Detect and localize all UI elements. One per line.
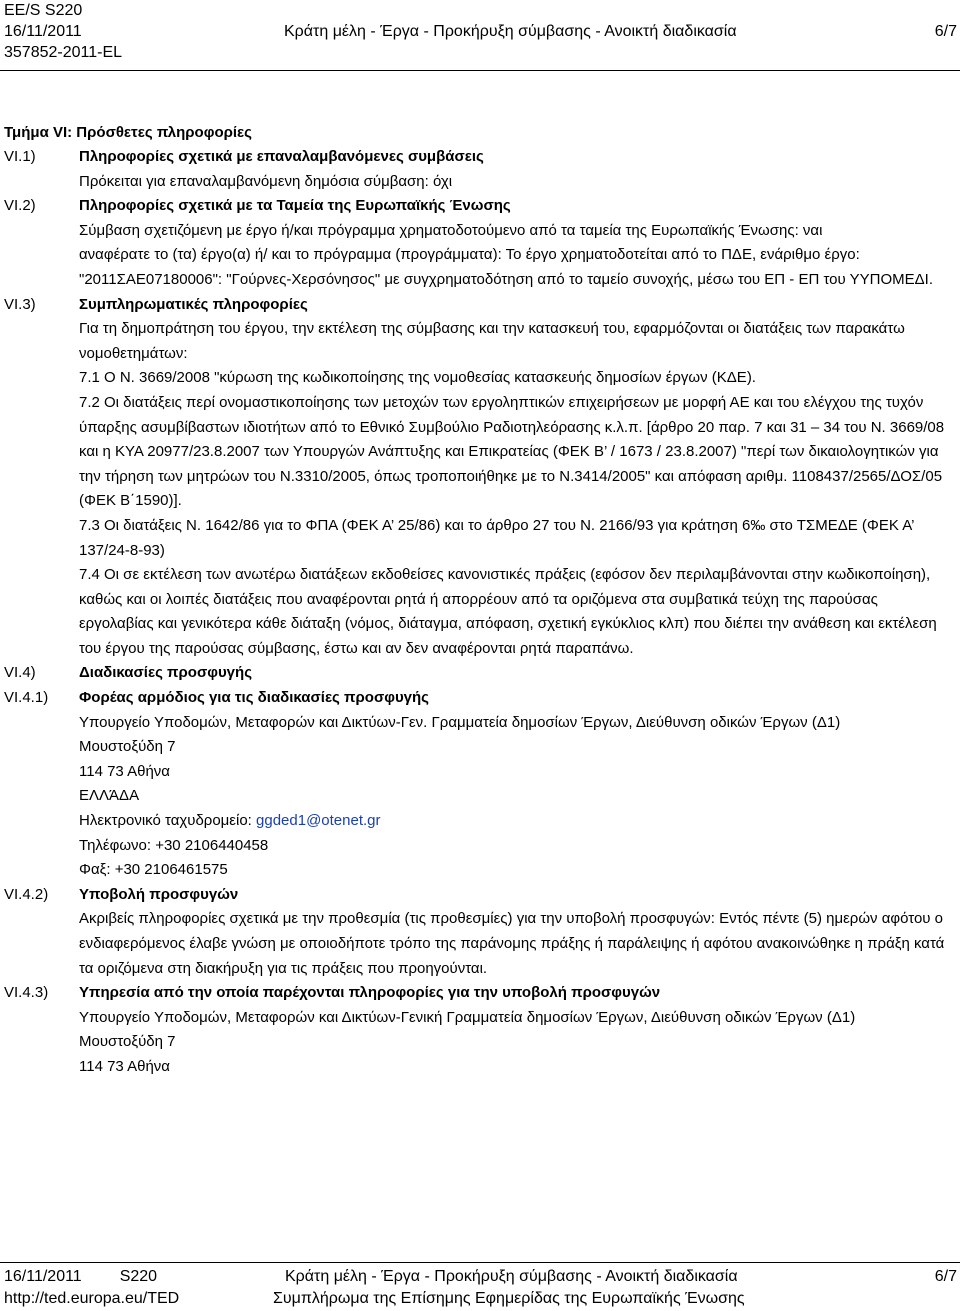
item-text: 7.4 Οι σε εκτέλεση των ανωτέρω διατάξεων εκδοθείσες κανονιστικές πράξεις (εφόσον δεν περιλαμβάνονται στην κωδικοποίηση), καθώς και οι λοιπές διατάξεις που αναφέρονται ρητά ή απορρέουν από τα οριζόμενα στα συμβατικά τεύχη της παρούσας εργολαβίας και γενικότερα κάθε διάταξη (νόμος, διάταγμα, απόφαση, σχετική εγκύκλιος κλπ) που διέπει την ανάθεση και εκτέλεση του έργου της παρούσας σύμβασης, έστω και αν δεν αναφέρονται ρητά παραπάνω.: [79, 566, 937, 657]
authority-fax: Φαξ: +30 2106461575: [79, 861, 228, 879]
footer-publication: Συμπλήρωμα της Επίσημης Εφημερίδας της Ευρωπαϊκής Ένωσης: [273, 1290, 745, 1307]
item-heading: Πληροφορίες σχετικά με επαναλαμβανόμενες συμβάσεις: [79, 148, 484, 165]
item-number: VI.4): [4, 664, 36, 682]
item-vi-4-1: [4, 686, 956, 883]
item-text: αναφέρατε το (τα) έργο(α) ή/ και το πρόγραμμα (προγράμματα): Το έργο χρηματοδοτείται από το ΠΔΕ, ενάριθμο έργο: "2011ΣΑΕ07180006": "Γούρνες-Χερσόνησος" με συγχρηματοδότηση από το ταμείο συνοχής, μέσω του ΕΠ - ΕΠ του ΥΥΠΟΜΕΔΙ.: [79, 246, 933, 288]
item-text: Ακριβείς πληροφορίες σχετικά με την προθεσμία (τις προθεσμίες) για την υποβολή προσφυγών: Εντός πέντε (5) ημερών αφότου ο ενδιαφερόμενος έλαβε γνώση με οποιοδήποτε τρόπο της παράνομης πράξης ή παράλειψης ή αφότου ανακοινώθηκε η πράξη κατά τα οριζόμενα στη διακήρυξη για τις πράξεις που προηγούνται.: [79, 910, 945, 977]
footer-notice-type: Κράτη μέλη - Έργα - Προκήρυξη σύμβασης - Ανοικτή διαδικασία: [285, 1268, 738, 1285]
authority-name: Υπουργείο Υποδομών, Μεταφορών και Δικτύων-Γεν. Γραμματεία δημοσίων Έργων, Διεύθυνση οδικών Έργων (Δ1): [79, 713, 841, 731]
item-number: VI.2): [4, 197, 36, 215]
service-city: 114 73 Αθήνα: [79, 1057, 170, 1075]
section-vi: [4, 121, 956, 1080]
service-name: Υπουργείο Υποδομών, Μεταφορών και Δικτύων-Γενική Γραμματεία δημοσίων Έργων, Διεύθυνση οδικών Έργων (Δ1): [79, 1008, 856, 1026]
authority-email-row: [79, 809, 956, 834]
item-vi-1: [4, 145, 956, 194]
item-heading: Διαδικασίες προσφυγής: [79, 664, 252, 682]
footer-page-number: 6/7: [934, 1268, 957, 1285]
authority-phone: Τηλέφωνο: +30 2106440458: [79, 836, 269, 854]
email-link[interactable]: ggded1@otenet.gr: [256, 812, 381, 830]
item-vi-2: [4, 194, 956, 292]
item-vi-3: [4, 293, 956, 662]
item-heading: Υποβολή προσφυγών: [79, 885, 239, 903]
footer-date: 16/11/2011: [4, 1268, 82, 1285]
footer-date-code: [4, 1266, 157, 1287]
item-heading: Συμπληρωματικές πληροφορίες: [79, 295, 308, 313]
item-number: VI.4.2): [4, 885, 49, 903]
footer-code: S220: [119, 1268, 158, 1285]
authority-street: Μουστοξύδη 7: [79, 738, 176, 756]
item-number: VI.3): [4, 295, 36, 313]
item-text: Πρόκειται για επαναλαμβανόμενη δημόσια σύμβαση: όχι: [79, 172, 453, 190]
item-heading: Υπηρεσία από την οποία παρέχονται πληροφορίες για την υποβολή προσφυγών: [79, 984, 661, 1002]
item-heading: Φορέας αρμόδιος για τις διαδικασίες προσφυγής: [79, 689, 429, 707]
item-number: VI.4.1): [4, 689, 49, 707]
item-heading: Πληροφορίες σχετικά με τα Ταμεία της Ευρωπαϊκής Ένωσης: [79, 197, 511, 215]
item-vi-4-3: [4, 981, 956, 1079]
footer-divider: [0, 1262, 960, 1263]
footer-url[interactable]: http://ted.europa.eu/TED: [4, 1290, 180, 1307]
item-text: 7.2 Οι διατάξεις περί ονομαστικοποίησης των μετοχών των εργοληπτικών επιχειρήσεων με μορφή ΑΕ και του ελέγχου της τυχόν ύπαρξης ασυμβίβαστων ιδιοτήτων από το Εθνικό Συμβούλιο Ραδιοτηλεόρασης κ.λ.π. [άρθρο 20 παρ. 7 και 31 – 34 του Ν. 3669/08 και η ΚΥΑ 20977/23.8.2007 των Υπουργών Ανάπτυξης και Επικρατείας (ΦΕΚ Β’ / 1673 / 23.8.2007) "περί των δικαιολογητικών για την τήρηση των μητρώων του Ν.3310/2005, όπως τροποποιήθηκε με το Ν.3414/2005" και απόφαση αριθμ. 1108437/2565/ΔΟΣ/05 (ΦΕΚ Β΄1590)].: [79, 393, 945, 510]
item-text: 7.3 Οι διατάξεις Ν. 1642/86 για το ΦΠΑ (ΦΕΚ Α’ 25/86) και το άρθρο 27 του Ν. 2166/93 για κράτηση 6‰ στο ΤΣΜΕΔΕ (ΦΕΚ Α’ 137/24-8-93): [79, 516, 914, 559]
item-text: Σύμβαση σχετιζόμενη με έργο ή/και πρόγραμμα χρηματοδοτούμενο από τα ταμεία της Ευρωπαϊκής Ένωσης: ναι: [79, 221, 823, 239]
item-number: VI.4.3): [4, 984, 49, 1002]
section-title: Τμήμα VI: Πρόσθετες πληροφορίες: [4, 124, 252, 141]
service-street: Μουστοξύδη 7: [79, 1033, 176, 1051]
header-date: 16/11/2011: [4, 23, 82, 40]
header-notice-number: 357852-2011-EL: [4, 44, 123, 61]
item-text: 7.1 Ο Ν. 3669/2008 "κύρωση της κωδικοποίησης της νομοθεσίας κατασκευής δημοσίων έργων (ΚΔΕ).: [79, 369, 756, 387]
page-header: [4, 0, 957, 63]
authority-city: 114 73 Αθήνα: [79, 762, 170, 780]
item-text: Για τη δημοπράτηση του έργου, την εκτέλεση της σύμβασης και την κατασκευή του, εφαρμόζονται οι διατάξεις των παρακάτω νομοθετημάτων:: [79, 320, 905, 362]
item-vi-4: [4, 661, 956, 686]
item-number: VI.1): [4, 148, 36, 165]
email-label: Ηλεκτρονικό ταχυδρομείο:: [79, 812, 252, 830]
header-notice-type: Κράτη μέλη - Έργα - Προκήρυξη σύμβασης - Ανοικτή διαδικασία: [284, 23, 737, 40]
header-doc-id: EE/S S220: [4, 2, 83, 19]
authority-country: ΕΛΛΆΔΑ: [79, 787, 140, 805]
header-divider: [0, 70, 960, 71]
header-page-number: 6/7: [934, 23, 957, 40]
item-vi-4-2: [4, 883, 956, 981]
